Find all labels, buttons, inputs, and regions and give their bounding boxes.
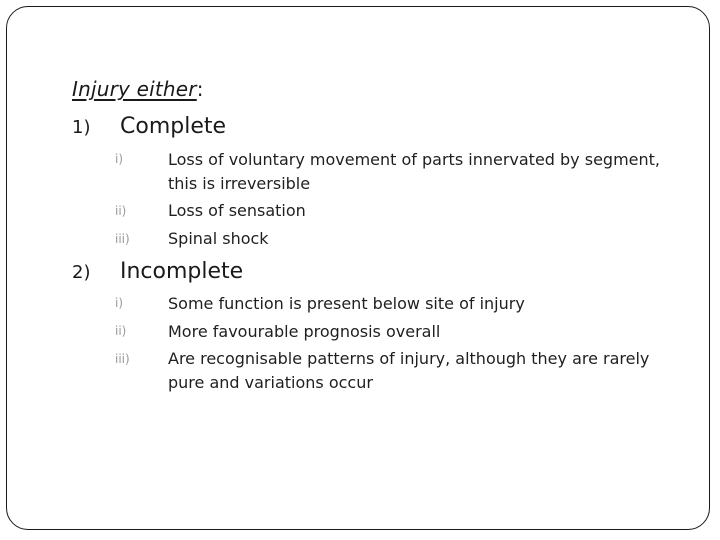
sub-item-number: i) <box>115 152 124 166</box>
sub-item-number: ii) <box>115 204 127 218</box>
sub-item-number: i) <box>115 296 124 310</box>
sub-item-text-line: this is irreversible <box>168 174 311 193</box>
sub-item-text-line: Some function is present below site of injury <box>168 294 525 313</box>
heading-colon: : <box>196 77 204 101</box>
sub-item-number: iii) <box>115 352 130 366</box>
section-title-complete: Complete <box>120 114 227 139</box>
heading <box>72 77 204 101</box>
sub-item-text-line: More favourable prognosis overall <box>168 322 441 341</box>
sub-item-text-line: Loss of voluntary movement of parts innervated by segment, <box>168 150 660 169</box>
sub-item-text-line: Are recognisable patterns of injury, although they are rarely <box>168 349 650 368</box>
section-title-incomplete: Incomplete <box>120 259 244 284</box>
sub-item-number: iii) <box>115 232 130 246</box>
sub-item-text-line: pure and variations occur <box>168 373 373 392</box>
heading-underlined-text: Injury either <box>72 77 197 101</box>
sub-item-number: ii) <box>115 324 127 338</box>
sub-item-text-line: Loss of sensation <box>168 201 306 220</box>
section-number-1: 1) <box>72 117 91 138</box>
sub-item-text-line: Spinal shock <box>168 229 269 248</box>
section-number-2: 2) <box>72 262 91 283</box>
